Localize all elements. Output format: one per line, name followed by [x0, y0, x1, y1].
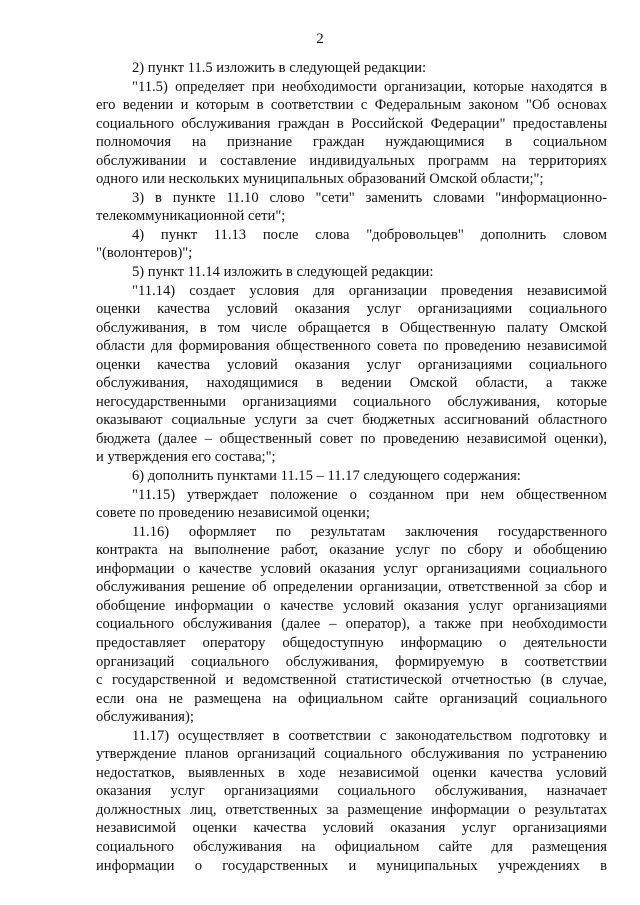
text-line: его ведении и которым в соответствии с Федеральным законом "Об основах: [96, 97, 607, 114]
text-line: "(волонтеров)";: [96, 245, 193, 262]
text-line: 11.16) оформляет по результатам заключения государственного: [132, 523, 607, 540]
text-line: оценки качества условий оказания услуг организациями социального: [96, 301, 607, 318]
text-line: 5) пункт 11.14 изложить в следующей редакции:: [132, 264, 434, 281]
text-line: "11.5) определяет при необходимости организации, которые находятся в: [132, 78, 607, 95]
text-line: оказывают социальные услуги за счет бюджетных ассигнований областного: [96, 412, 607, 429]
text-line: телекоммуникационной сети";: [96, 208, 286, 225]
text-line: области для формирования общественного совета по проведению независимой: [96, 338, 607, 355]
text-line: контракта на выполнение работ, оказание услуг по сбору и обобщению: [96, 542, 607, 559]
text-line: полномочия на признание граждан нуждающимися в социальном: [96, 134, 607, 151]
text-line: бюджета (далее – общественный совет по проведению независимой оценки),: [96, 430, 607, 447]
text-line: совете по проведению независимой оценки;: [96, 505, 370, 522]
text-line: 2) пункт 11.5 изложить в следующей редакции:: [132, 60, 427, 76]
text-line: 6) дополнить пунктами 11.15 – 11.17 следующего содержания:: [132, 468, 521, 485]
text-line: и утверждения его состава;";: [96, 449, 276, 466]
text-line: оказания услуг организациями социального обслуживания, назначает: [96, 783, 607, 800]
text-line: с государственной и ведомственной статистической отчетностью (в случае,: [96, 672, 607, 689]
text-line: обслуживания решение об определении организации, ответственной за сбор и: [96, 579, 607, 596]
document-body: [96, 59, 607, 875]
text-line: обслуживания, находящимися в ведении Омской области, а также: [96, 375, 607, 392]
text-line: социального обслуживания граждан в Российской Федерации" предоставлены: [96, 115, 607, 132]
text-line: обслуживания, в том числе обращается в Общественную палату Омской: [96, 319, 607, 336]
text-line: информации о государственных и муниципальных учреждениях в: [96, 857, 607, 874]
text-line: одного или нескольких муниципальных образований Омской области;";: [96, 171, 544, 188]
text-line: независимой оценки качества условий оказания услуг организациями: [96, 820, 607, 837]
text-line: должностных лиц, ответственных за размещение информации о результатах: [96, 801, 607, 818]
text-line: недостатков, выявленных в ходе независимой оценки качества условий: [96, 764, 607, 781]
text-line: 3) в пункте 11.10 слово "сети" заменить словами "информационно-: [132, 189, 607, 206]
text-line: обслуживании и составление индивидуальных программ на территориях: [96, 152, 607, 169]
text-line: утверждение планов организаций социального обслуживания по устранению: [96, 746, 607, 763]
text-line: предоставляет оператору общедоступную информацию о деятельности: [96, 634, 607, 651]
text-line: если она не размещена на официальном сайте организаций социального: [96, 690, 607, 707]
text-line: "11.15) утверждает положение о созданном при нем общественном: [132, 486, 607, 503]
text-line: социального обслуживания (далее – оператор), а также при необходимости: [96, 616, 607, 633]
text-line: 4) пункт 11.13 после слова "добровольцев" дополнить словом: [132, 226, 607, 243]
text-line: информации о качестве условий оказания услуг организациями социального: [96, 560, 607, 577]
text-line: обслуживания);: [96, 709, 194, 726]
text-line: 11.17) осуществляет в соответствии с законодательством подготовку и: [132, 727, 607, 744]
text-line: негосударственными организациями социального обслуживания, которые: [96, 393, 607, 410]
text-line: оценки качества условий оказания услуг организациями социального: [96, 356, 607, 373]
text-line: социального обслуживания на официальном сайте для размещения: [96, 838, 607, 855]
page-number: 2: [316, 31, 324, 47]
text-line: "11.14) создает условия для организации проведения независимой: [132, 282, 607, 299]
text-line: обобщение информации о качестве условий оказания услуг организациями: [96, 597, 607, 614]
text-line: организаций социального обслуживания, формируемую в соответствии: [96, 653, 607, 670]
